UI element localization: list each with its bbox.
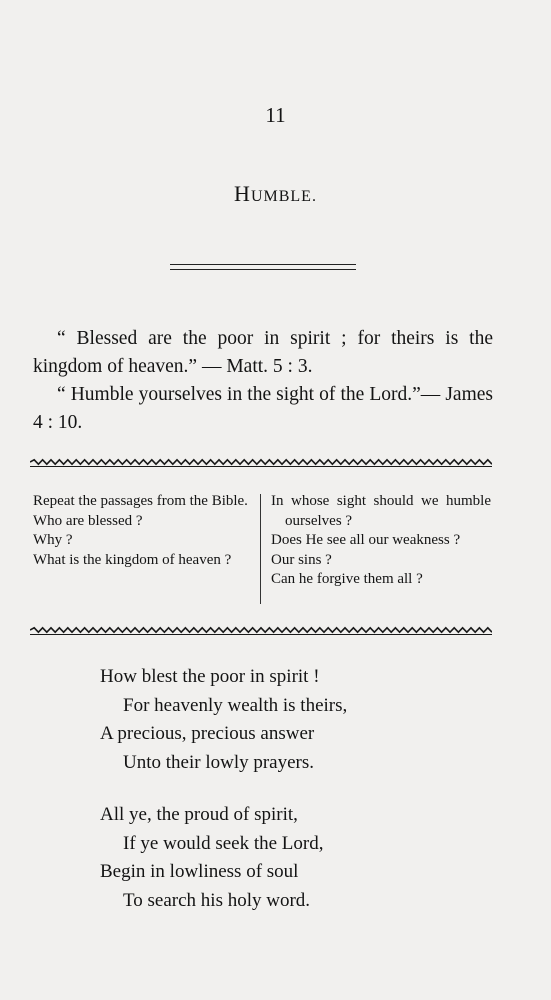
poem-stanza-2: [100, 801, 520, 915]
poem-line: All ye, the proud of spirit,: [100, 804, 298, 825]
question-item: Does He see all our weakness ?: [271, 532, 461, 548]
question-item: Our sins ?: [271, 551, 332, 568]
poem-stanza-1: [100, 663, 520, 777]
questions-right-column: [271, 492, 491, 590]
page-title: [0, 181, 551, 207]
poem-line: A precious, precious answer: [100, 723, 315, 744]
wavy-divider-top: [30, 458, 492, 468]
question-item: What is the kingdom of heaven ?: [33, 551, 232, 568]
title-rest: UMBLE.: [250, 188, 317, 205]
question-item: Can he forgive them all ?: [271, 571, 423, 587]
poem-line: To search his holy word.: [123, 889, 311, 911]
title-initial: H: [234, 181, 251, 206]
wavy-divider-bottom: [30, 626, 492, 636]
scripture-quote-1: “ Blessed are the poor in spirit ; for theirs is the kingdom of heaven.” — Matt. 5 : 3.: [33, 328, 493, 377]
poem-line: How blest the poor in spirit !: [100, 666, 320, 687]
poem-line: If ye would seek the Lord,: [123, 832, 324, 854]
poem-line: Begin in lowliness of soul: [100, 861, 299, 882]
scripture-quote-2: “ Humble yourselves in the sight of the Lord.”— James 4 : 10.: [33, 384, 493, 433]
question-item: In whose sight should we humble ourselves ?: [271, 493, 491, 529]
title-rule-upper: [170, 264, 356, 265]
question-item: Who are blessed ?: [33, 512, 143, 529]
column-divider: [260, 494, 261, 604]
page-number: 11: [265, 103, 286, 127]
title-rule-lower: [170, 269, 356, 270]
question-item: Why ?: [33, 532, 73, 548]
question-item: Repeat the passages from the Bible.: [33, 493, 248, 509]
questions-left-column: [33, 492, 251, 570]
poem-line: For heavenly wealth is theirs,: [123, 694, 348, 716]
poem-line: Unto their lowly prayers.: [123, 751, 315, 773]
